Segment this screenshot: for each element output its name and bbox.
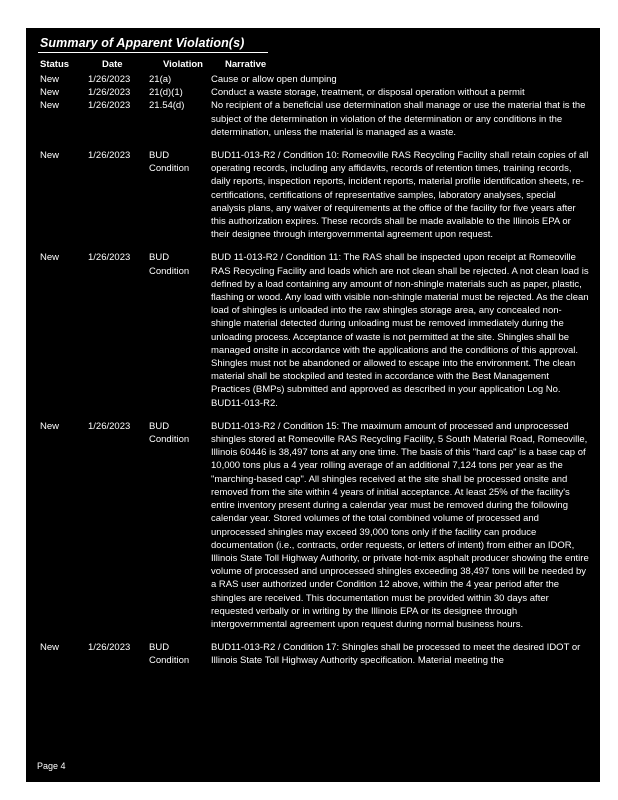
row-violation: 21.54(d) — [149, 100, 185, 112]
section-title: Summary of Apparent Violation(s) — [40, 36, 245, 50]
row-status: New — [40, 87, 60, 99]
row-status: New — [40, 642, 60, 654]
row-narrative: Cause or allow open dumping — [211, 74, 337, 85]
row-date: 1/26/2023 — [88, 74, 131, 85]
row-violation: 21(a) — [149, 74, 172, 85]
row-narrative: BUD11-013-R2 / Condition 17: Shingles shall be processed to meet the desired IDOT or Illinois State Toll Highway Authority specification. Material meeting the — [211, 642, 581, 667]
row-status: New — [40, 100, 60, 112]
row-date: 1/26/2023 — [88, 150, 131, 162]
header-narrative: Narrative — [225, 59, 267, 70]
page-number: Page 4 — [37, 761, 66, 771]
row-narrative: BUD11-013-R2 / Condition 15: The maximum amount of processed and unprocessed shingles stored at Romeoville RAS Recycling Facility, 5 South Material Road, Romeoville, Illinois 60446 is 38,497 tons at any one time. The basis of this "hard cap" is a base cap of 10,000 tons plus a 4 year rolling average of an additional 7,124 tons per year as the "marching-based cap". All shingles received at the site shall be processed onsite and removed from the site within 4 years of initial acceptance. At least 25% of the facility's entire inventory present during a calendar year must be removed during the following calendar year. Stored volumes of the total combined volume of processed and unprocessed shingles may exceed 39,000 tons only if the facility can produce documentation (i.e., contracts, order requests, or letters of intent) from either an IDOR, Illinois State Toll Highway Authority, or private hot-mix asphalt producer showing the entire volume of processed and unprocessed shingles exceeding 38,497 tons will be needed by a RAS user authorized under Condition 12 above, within the 4 year period after the shingles are received. This documentation must be provided within 30 days after requested verbally or in writing by the Illinois EPA or its designee through intergovernmental agreement upon request during normal business hours. — [211, 420, 589, 630]
violation-row — [26, 149, 600, 241]
row-date: 1/26/2023 — [88, 100, 131, 112]
violations-table — [26, 73, 600, 668]
row-date: 1/26/2023 — [88, 420, 131, 432]
violation-row — [26, 641, 600, 667]
row-status: New — [40, 150, 60, 162]
violation-row — [26, 420, 600, 631]
violation-row — [26, 86, 600, 99]
row-violation: BUD Condition — [149, 252, 190, 277]
row-date: 1/26/2023 — [88, 87, 131, 99]
header-status: Status — [40, 59, 70, 70]
row-narrative: BUD 11-013-R2 / Condition 11: The RAS shall be inspected upon receipt at Romeoville RAS Recycling Facility and loads which are not clean shall be rejected. A not clean load is defined by a load containing any amount of non-shingle materials such as paper, plastic, flashing or wood. Any load with visible non-shingle material must be rejected. As the clean load of shingles is unloaded into the raw shingles storage area, any concealed non-shingle material detected during unloading must be removed immediately during the unloading process. Acceptance of waste is not permitted at the site. Shingles shall be managed onsite in accordance with the applications and the conditions of this approval. Shingles must not be abandoned or allowed to escape into the environment. The clean material shall be stockpiled and tested in accordance with the Best Management Practices (BMPs) submitted and approved as described in your application Log No. BUD11-013-R2. — [211, 252, 589, 409]
row-narrative: No recipient of a beneficial use determination shall manage or use the material that is the subject of the determination in violation of the determination or any conditions in the determination, unless the material is managed as a waste. — [211, 100, 586, 138]
header-date: Date — [102, 59, 123, 70]
violation-row — [26, 99, 600, 139]
row-narrative: Conduct a waste storage, treatment, or disposal operation without a permit — [211, 87, 525, 99]
row-violation: BUD Condition — [149, 150, 190, 175]
document-page — [26, 28, 600, 782]
row-status: New — [40, 252, 60, 264]
violation-row — [26, 73, 600, 86]
violation-row — [26, 251, 600, 409]
row-violation: BUD Condition — [149, 420, 190, 446]
row-date: 1/26/2023 — [88, 642, 131, 654]
row-status: New — [40, 420, 60, 432]
title-underline — [38, 52, 268, 53]
row-violation: BUD Condition — [149, 642, 190, 667]
row-narrative: BUD11-013-R2 / Condition 10: Romeoville RAS Recycling Facility shall retain copies of all operating records, including any affidavits, records of retention times, training records, daily reports, inspection reports, incident reports, material profile identification sheets, re-certifications, certifications of representative samples, laboratory analyses, special analysis plans, any waiver of requirements at the office of the facility for five years after this authorization expires. These records shall be made available to the Illinois EPA or their designee through intergovernmental agreement upon request. — [211, 150, 589, 241]
header-violation: Violation — [163, 59, 203, 70]
row-status: New — [40, 74, 60, 85]
row-violation: 21(d)(1) — [149, 87, 183, 99]
row-date: 1/26/2023 — [88, 252, 131, 264]
